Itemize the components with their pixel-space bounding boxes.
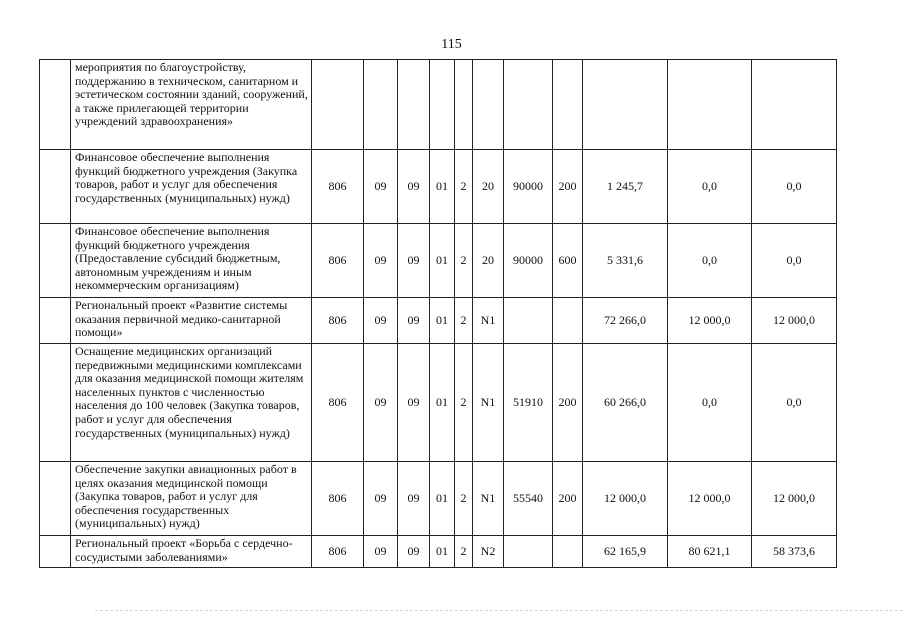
- article-program-cell: 01: [430, 344, 455, 462]
- article-subprogram-cell: [455, 60, 473, 150]
- gr-code-cell: [312, 60, 364, 150]
- amount-year-3-cell: [752, 60, 837, 150]
- amount-year-2-cell: [668, 60, 752, 150]
- article-program-cell: 01: [430, 462, 455, 536]
- expense-type-cell: 200: [553, 150, 583, 224]
- amount-year-3-cell: 12 000,0: [752, 462, 837, 536]
- table-row: [40, 298, 837, 344]
- row-name-cell: Финансовое обеспечение выполнения функций бюджетного учреждения (Предоставление субсидий бюджетным, автономным учреждениям и иным некоммерческим организациям): [71, 224, 312, 298]
- table-row: [40, 150, 837, 224]
- amount-year-1-cell: 1 245,7: [583, 150, 668, 224]
- article-direction-cell: 20: [473, 150, 504, 224]
- amount-year-1-cell: 5 331,6: [583, 224, 668, 298]
- row-number-cell: [40, 462, 71, 536]
- gr-code-cell: 806: [312, 536, 364, 568]
- article-program-cell: [430, 60, 455, 150]
- article-code-cell: 90000: [504, 224, 553, 298]
- expense-type-cell: [553, 536, 583, 568]
- amount-year-3-cell: 0,0: [752, 344, 837, 462]
- row-name-cell: Региональный проект «Развитие системы оказания первичной медико-санитарной помощи»: [71, 298, 312, 344]
- subsection-code-cell: 09: [398, 462, 430, 536]
- table-row: [40, 60, 837, 150]
- amount-year-1-cell: 60 266,0: [583, 344, 668, 462]
- table-row: [40, 344, 837, 462]
- expense-type-cell: 200: [553, 462, 583, 536]
- section-code-cell: 09: [364, 150, 398, 224]
- article-direction-cell: N2: [473, 536, 504, 568]
- amount-year-2-cell: 80 621,1: [668, 536, 752, 568]
- row-number-cell: [40, 150, 71, 224]
- gr-code-cell: 806: [312, 462, 364, 536]
- article-subprogram-cell: 2: [455, 462, 473, 536]
- amount-year-1-cell: 62 165,9: [583, 536, 668, 568]
- scan-artifact-line: [95, 610, 903, 611]
- page-number: 115: [441, 37, 462, 52]
- amount-year-1-cell: 72 266,0: [583, 298, 668, 344]
- row-name-cell: Региональный проект «Борьба с сердечно-сосудистыми заболеваниями»: [71, 536, 312, 568]
- article-direction-cell: N1: [473, 298, 504, 344]
- subsection-code-cell: [398, 60, 430, 150]
- row-name-cell: мероприятия по благоустройству, поддержанию в техническом, санитарном и эстетическом состоянии зданий, сооружений, а также прилегающей территории учреждений здравоохранения»: [71, 60, 312, 150]
- article-direction-cell: 20: [473, 224, 504, 298]
- section-code-cell: [364, 60, 398, 150]
- expense-type-cell: 200: [553, 344, 583, 462]
- article-code-cell: 51910: [504, 344, 553, 462]
- article-code-cell: [504, 60, 553, 150]
- table-row: [40, 462, 837, 536]
- row-number-cell: [40, 536, 71, 568]
- amount-year-2-cell: 0,0: [668, 150, 752, 224]
- section-code-cell: 09: [364, 344, 398, 462]
- gr-code-cell: 806: [312, 224, 364, 298]
- budget-table-body: [40, 60, 837, 568]
- expense-type-cell: [553, 60, 583, 150]
- amount-year-1-cell: 12 000,0: [583, 462, 668, 536]
- section-code-cell: 09: [364, 536, 398, 568]
- article-subprogram-cell: 2: [455, 344, 473, 462]
- gr-code-cell: 806: [312, 344, 364, 462]
- amount-year-2-cell: 12 000,0: [668, 462, 752, 536]
- subsection-code-cell: 09: [398, 344, 430, 462]
- article-direction-cell: N1: [473, 462, 504, 536]
- section-code-cell: 09: [364, 462, 398, 536]
- row-name-cell: Оснащение медицинских организаций передвижными медицинскими комплексами для оказания медицинской помощи жителям населенных пунктов с численностью населения до 100 человек (Закупка товаров, работ и услуг для обеспечения государственных (муниципальных) нужд): [71, 344, 312, 462]
- amount-year-2-cell: 0,0: [668, 344, 752, 462]
- subsection-code-cell: 09: [398, 536, 430, 568]
- article-code-cell: [504, 536, 553, 568]
- row-number-cell: [40, 298, 71, 344]
- article-direction-cell: N1: [473, 344, 504, 462]
- article-program-cell: 01: [430, 150, 455, 224]
- row-name-cell: Обеспечение закупки авиационных работ в целях оказания медицинской помощи (Закупка товаров, работ и услуг для обеспечения государственных (муниципальных) нужд): [71, 462, 312, 536]
- section-code-cell: 09: [364, 298, 398, 344]
- article-subprogram-cell: 2: [455, 150, 473, 224]
- section-code-cell: 09: [364, 224, 398, 298]
- article-code-cell: 90000: [504, 150, 553, 224]
- subsection-code-cell: 09: [398, 224, 430, 298]
- expense-type-cell: 600: [553, 224, 583, 298]
- subsection-code-cell: 09: [398, 150, 430, 224]
- row-number-cell: [40, 344, 71, 462]
- amount-year-1-cell: [583, 60, 668, 150]
- amount-year-3-cell: 0,0: [752, 150, 837, 224]
- article-code-cell: [504, 298, 553, 344]
- row-number-cell: [40, 224, 71, 298]
- gr-code-cell: 806: [312, 150, 364, 224]
- amount-year-3-cell: 58 373,6: [752, 536, 837, 568]
- amount-year-2-cell: 12 000,0: [668, 298, 752, 344]
- amount-year-3-cell: 12 000,0: [752, 298, 837, 344]
- expense-type-cell: [553, 298, 583, 344]
- budget-table: [39, 59, 837, 568]
- article-subprogram-cell: 2: [455, 224, 473, 298]
- table-row: [40, 536, 837, 568]
- article-subprogram-cell: 2: [455, 536, 473, 568]
- subsection-code-cell: 09: [398, 298, 430, 344]
- article-program-cell: 01: [430, 298, 455, 344]
- article-subprogram-cell: 2: [455, 298, 473, 344]
- row-number-cell: [40, 60, 71, 150]
- article-code-cell: 55540: [504, 462, 553, 536]
- article-program-cell: 01: [430, 224, 455, 298]
- amount-year-2-cell: 0,0: [668, 224, 752, 298]
- row-name-cell: Финансовое обеспечение выполнения функций бюджетного учреждения (Закупка товаров, работ и услуг для обеспечения государственных (муниципальных) нужд): [71, 150, 312, 224]
- table-row: [40, 224, 837, 298]
- article-program-cell: 01: [430, 536, 455, 568]
- amount-year-3-cell: 0,0: [752, 224, 837, 298]
- article-direction-cell: [473, 60, 504, 150]
- gr-code-cell: 806: [312, 298, 364, 344]
